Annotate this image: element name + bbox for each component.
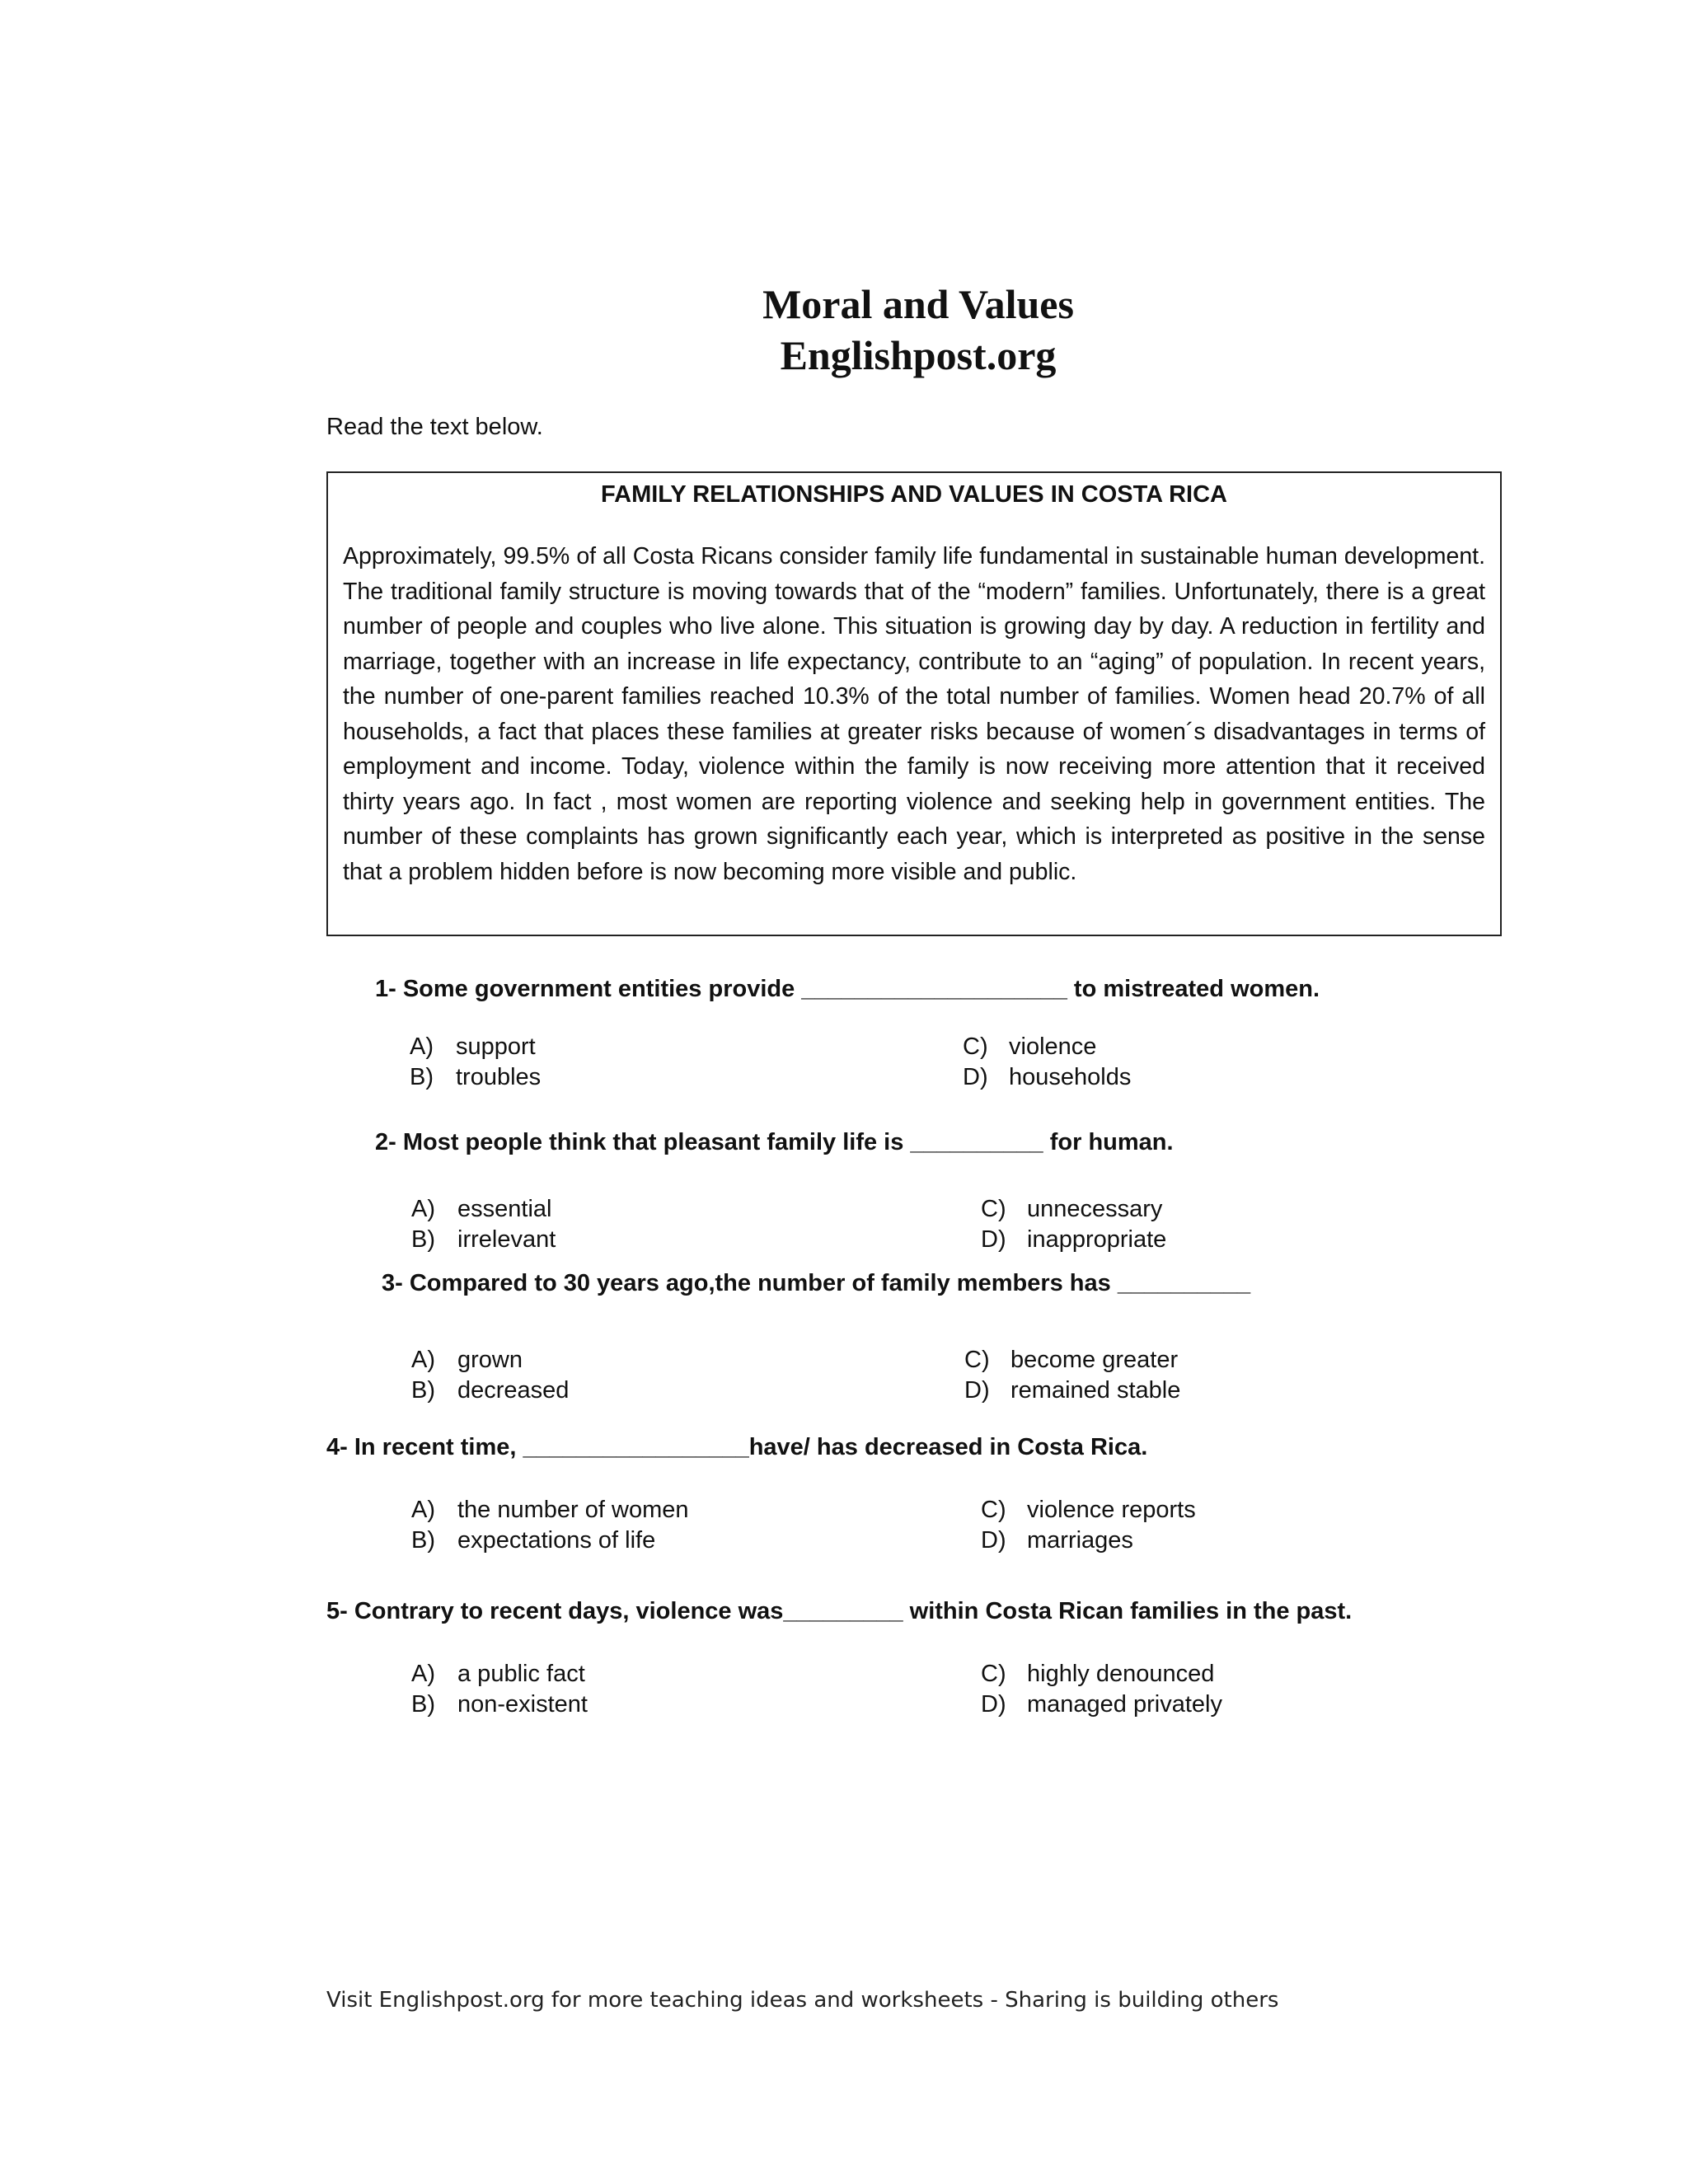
question-3-option-d[interactable] [964, 1377, 1180, 1404]
option-letter: C) [964, 1347, 990, 1373]
question-2-option-c[interactable] [981, 1196, 1162, 1223]
question-4-option-b[interactable] [411, 1527, 655, 1554]
question-3: 3- Compared to 30 years ago,the number of family members has __________ [382, 1270, 1251, 1296]
option-letter: C) [963, 1033, 988, 1060]
option-text: non-existent [457, 1691, 588, 1718]
option-letter: B) [410, 1064, 434, 1090]
question-3-option-a[interactable] [411, 1347, 523, 1374]
option-letter: D) [981, 1527, 1006, 1554]
option-text: inappropriate [1027, 1226, 1167, 1253]
option-text: irrelevant [457, 1226, 556, 1253]
reading-text-box [326, 471, 1502, 936]
question-1-option-c[interactable] [963, 1033, 1096, 1061]
option-letter: D) [981, 1691, 1006, 1718]
question-5-option-c[interactable] [981, 1661, 1214, 1688]
question-1-option-d[interactable] [963, 1064, 1131, 1091]
option-text: violence [1009, 1033, 1097, 1060]
option-letter: B) [411, 1527, 435, 1554]
option-letter: C) [981, 1497, 1006, 1523]
option-letter: A) [410, 1033, 434, 1060]
question-4-option-d[interactable] [981, 1527, 1133, 1554]
option-letter: C) [981, 1661, 1006, 1687]
option-text: highly denounced [1027, 1661, 1215, 1687]
option-letter: D) [963, 1064, 988, 1090]
question-3-option-c[interactable] [964, 1347, 1178, 1374]
option-letter: B) [411, 1226, 435, 1253]
question-1: 1- Some government entities provide ____________________ to mistreated women. [375, 976, 1320, 1002]
question-4: 4- In recent time, _________________have/ has decreased in Costa Rica. [326, 1434, 1148, 1460]
option-text: households [1009, 1064, 1132, 1090]
option-letter: D) [981, 1226, 1006, 1253]
option-text: become greater [1010, 1347, 1179, 1373]
option-text: expectations of life [457, 1527, 656, 1554]
option-text: essential [457, 1196, 552, 1222]
question-1-option-a[interactable] [410, 1033, 536, 1061]
option-letter: C) [981, 1196, 1006, 1222]
option-text: grown [457, 1347, 523, 1373]
page-subtitle: Englishpost.org [780, 332, 1057, 378]
question-2-option-a[interactable] [411, 1196, 551, 1223]
option-text: decreased [457, 1377, 570, 1404]
question-2-option-b[interactable] [411, 1226, 556, 1254]
footer-text: Visit Englishpost.org for more teaching ideas and worksheets - Sharing is building others [326, 1988, 1279, 2013]
question-2: 2- Most people think that pleasant family life is __________ for human. [375, 1129, 1174, 1155]
reading-body: Approximately, 99.5% of all Costa Ricans consider family life fundamental in sustainable human development. The traditional family structure is moving towards that of the “modern” families. Unfortunately, there is a great number of people and couples who live alone. This situation is growing day by day. A reduction in fertility and marriage, together with an increase in life expectancy, contribute to an “aging” of population. In recent years, the number of one-parent families reached 10.3% of the total number of families. Women head 20.7% of all households, a fact that places these families at greater risks because of women´s disadvantages in terms of employment and income. Today, violence within the family is now receiving more attention that it received thirty years ago. In fact , most women are reporting violence and seeking help in government entities. The number of these complaints has grown significantly each year, which is interpreted as positive in the sense that a problem hidden before is now becoming more visible and public. [343, 543, 1485, 885]
question-4-option-c[interactable] [981, 1497, 1196, 1524]
option-letter: B) [411, 1691, 435, 1718]
option-text: support [456, 1033, 536, 1060]
option-text: managed privately [1027, 1691, 1222, 1718]
reading-title: FAMILY RELATIONSHIPS AND VALUES IN COSTA RICA [601, 481, 1227, 508]
option-text: the number of women [457, 1497, 689, 1523]
question-5-option-d[interactable] [981, 1691, 1222, 1718]
option-text: marriages [1027, 1527, 1133, 1554]
option-text: a public fact [457, 1661, 585, 1687]
question-4-option-a[interactable] [411, 1497, 688, 1524]
option-letter: D) [964, 1377, 990, 1404]
question-5: 5- Contrary to recent days, violence was_________ within Costa Rican families in the past. [326, 1598, 1353, 1624]
page-title: Moral and Values [762, 281, 1074, 327]
option-letter: A) [411, 1196, 435, 1222]
option-text: remained stable [1010, 1377, 1181, 1404]
option-text: violence reports [1027, 1497, 1196, 1523]
option-letter: A) [411, 1661, 435, 1687]
option-text: unnecessary [1027, 1196, 1163, 1222]
question-2-option-d[interactable] [981, 1226, 1166, 1254]
option-text: troubles [456, 1064, 542, 1090]
question-3-option-b[interactable] [411, 1377, 569, 1404]
question-5-option-b[interactable] [411, 1691, 588, 1718]
option-letter: A) [411, 1347, 435, 1373]
option-letter: A) [411, 1497, 435, 1523]
question-5-option-a[interactable] [411, 1661, 585, 1688]
option-letter: B) [411, 1377, 435, 1404]
question-1-option-b[interactable] [410, 1064, 541, 1091]
instruction-text: Read the text below. [326, 414, 543, 440]
